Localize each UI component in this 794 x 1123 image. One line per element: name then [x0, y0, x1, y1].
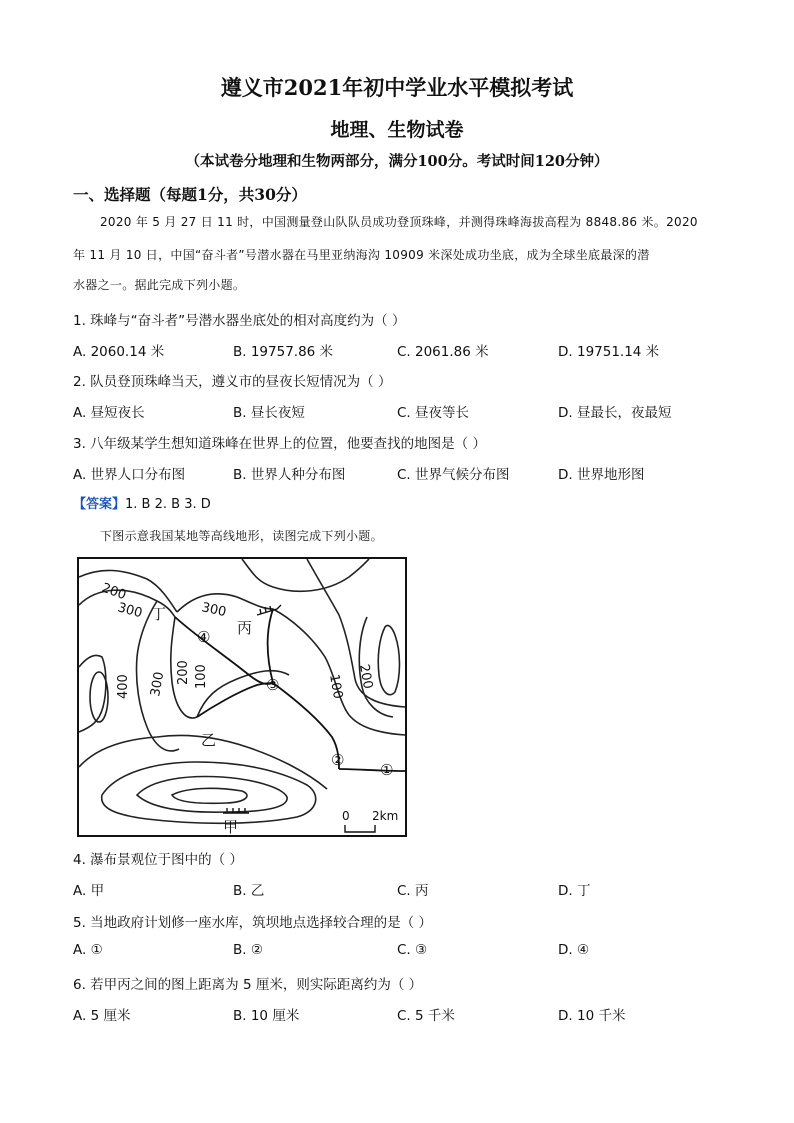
- q4-option-b[interactable]: B. 乙: [233, 883, 265, 899]
- q5-option-c[interactable]: C. ③: [397, 942, 428, 958]
- q1-option-a[interactable]: A. 2060.14 米: [73, 344, 165, 360]
- question-4: 4. 瀑布景观位于图中的（ ）: [73, 852, 243, 868]
- place-label-ding: 丁: [151, 605, 167, 623]
- contour-label: 100: [326, 673, 346, 701]
- question-2: 2. 队员登顶珠峰当天，遵义市的昼夜长短情况为（ ）: [73, 374, 392, 390]
- q1-option-c[interactable]: C. 2061.86 米: [397, 344, 489, 360]
- q1-option-d[interactable]: D. 19751.14 米: [558, 344, 660, 360]
- q6-option-d[interactable]: D. 10 千米: [558, 1008, 626, 1024]
- q5-option-d[interactable]: D. ④: [558, 942, 590, 958]
- q1-option-b[interactable]: B. 19757.86 米: [233, 344, 334, 360]
- cliff-tick: [260, 609, 261, 614]
- exam-title: 遵义市2021年初中学业水平模拟考试: [220, 75, 574, 100]
- q3-option-c[interactable]: C. 世界气候分布图: [397, 467, 510, 483]
- q4-option-d[interactable]: D. 丁: [558, 883, 591, 899]
- passage1-line2: 年 11 月 10 日，中国“奋斗者”号潜水器在马里亚纳海沟 10909 米深处成功坐底，成为全球坐底最深的潜: [73, 248, 650, 262]
- contour-label: 300: [200, 600, 228, 621]
- contour-label: 200: [176, 660, 191, 685]
- contour-map-svg: [77, 557, 407, 837]
- passage1-line1: 2020 年 5 月 27 日 11 时，中国测量登山队队员成功登顶珠峰，并测得珠峰海拔高程为 8848.86 米。2020: [100, 215, 698, 229]
- contour-label: 200: [99, 580, 129, 604]
- question-6: 6. 若甲丙之间的图上距离为 5 厘米，则实际距离约为（ ）: [73, 977, 423, 993]
- contour-label: 400: [116, 674, 131, 699]
- point-label-2: ②: [331, 751, 345, 769]
- question-1: 1. 珠峰与“奋斗者”号潜水器坐底处的相对高度约为（ ）: [73, 313, 406, 329]
- q5-option-b[interactable]: B. ②: [233, 942, 263, 958]
- contour-label: 300: [148, 670, 168, 698]
- point-label-1: ①: [380, 761, 394, 779]
- exam-note: （本试卷分地理和生物两部分，满分100分。考试时间120分钟）: [185, 153, 609, 170]
- answer-line: [73, 493, 211, 512]
- cliff-tick: [265, 607, 266, 612]
- passage1-line3: 水器之一。据此完成下列小题。: [73, 278, 246, 292]
- question-5: 5. 当地政府计划修一座水库，筑坝地点选择较合理的是（ ）: [73, 915, 432, 931]
- q2-option-d[interactable]: D. 昼最长，夜最短: [558, 405, 672, 421]
- place-label-bing: 丙: [237, 619, 253, 637]
- question-3: 3. 八年级某学生想知道珠峰在世界上的位置，他要查找的地图是（ ）: [73, 436, 486, 452]
- q3-option-a[interactable]: A. 世界人口分布图: [73, 467, 186, 483]
- answer-text: 1. B 2. B 3. D: [125, 497, 211, 512]
- q6-option-c[interactable]: C. 5 千米: [397, 1008, 455, 1024]
- q4-option-a[interactable]: A. 甲: [73, 883, 105, 899]
- q2-option-c[interactable]: C. 昼夜等长: [397, 405, 470, 421]
- contour-label: 300: [115, 600, 144, 622]
- place-label-jia: 甲: [223, 818, 239, 836]
- contour-label: 200: [356, 663, 376, 691]
- point-label-3: ③: [266, 676, 280, 694]
- q2-option-b[interactable]: B. 昼长夜短: [233, 405, 305, 421]
- place-label-yi: 乙: [201, 731, 217, 749]
- contour-label: 100: [194, 664, 209, 689]
- q4-option-c[interactable]: C. 丙: [397, 883, 429, 899]
- section-heading: 一、选择题（每题1分，共30分）: [73, 185, 307, 204]
- q3-option-d[interactable]: D. 世界地形图: [558, 467, 645, 483]
- cliff-tick: [270, 606, 271, 611]
- scale-zero: 0: [342, 809, 350, 823]
- passage2: 下图示意我国某地等高线地形，读图完成下列小题。: [100, 529, 383, 543]
- contour-map: [77, 557, 407, 837]
- q3-option-b[interactable]: B. 世界人种分布图: [233, 467, 346, 483]
- q6-option-b[interactable]: B. 10 厘米: [233, 1008, 300, 1024]
- scale-end: 2km: [372, 809, 399, 823]
- q6-option-a[interactable]: A. 5 厘米: [73, 1008, 131, 1024]
- answer-tag: 【答案】: [73, 497, 126, 512]
- q2-option-a[interactable]: A. 昼短夜长: [73, 405, 145, 421]
- point-label-4: ④: [197, 628, 211, 646]
- q5-option-a[interactable]: A. ①: [73, 942, 103, 958]
- exam-subtitle: 地理、生物试卷: [330, 119, 464, 141]
